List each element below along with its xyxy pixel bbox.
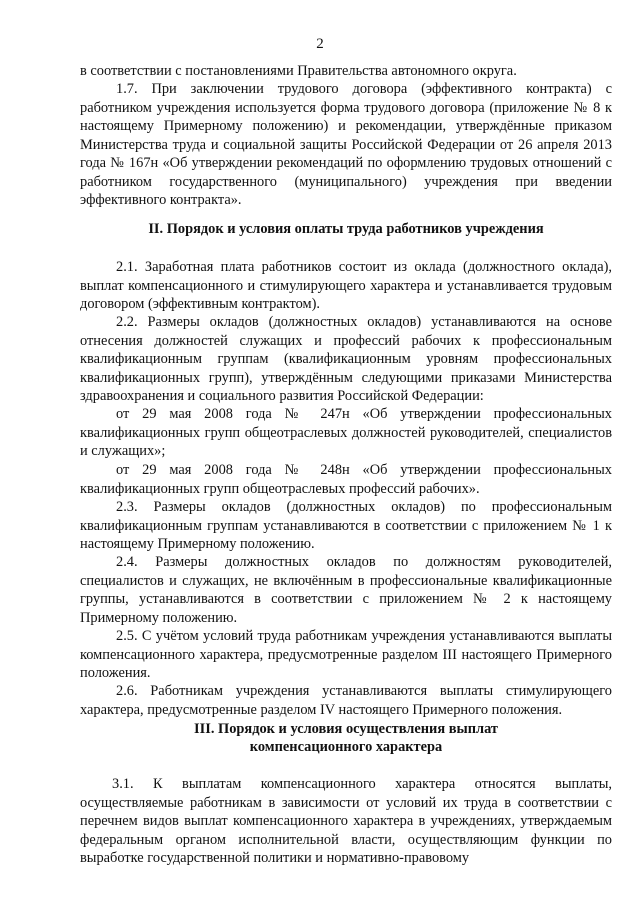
paragraph: 3.1. К выплатам компенсационного характера относятся выплаты, осуществляемые работникам в зависимости от условий их труда в соответствии с перечнем видов выплат компенсационного характера в учреждениях, утверждаемым федеральным органом исполнительной власти, осуществляющим функции по выработке государственной политики и нормативно-правовому (80, 776, 612, 866)
paragraph: 2.1. Заработная плата работников состоит из оклада (должностного оклада), выплат компенсационного и стимулирующего характера и устанавливается трудовым договором (эффективным контрактом). (80, 259, 612, 312)
paragraph: 2.4. Размеры должностных окладов по должностям руководителей, специалистов и служащих, не включённым в профессиональные квалификационные группы, устанавливаются в соответствии с приложением № 2 к настоящему Примерному положению. (80, 554, 612, 626)
paragraph: 2.3. Размеры окладов (должностных окладов) по профессиональным квалификационным группам устанавливаются в соответствии с приложением № 1 к настоящему Примерному положению. (80, 499, 612, 552)
paragraph: от 29 мая 2008 года № 248н «Об утверждении профессиональных квалификационных групп общеотраслевых профессий рабочих». (80, 462, 612, 497)
paragraph: от 29 мая 2008 года № 247н «Об утверждении профессиональных квалификационных групп общеотраслевых должностей руководителей, специалистов и служащих»; (80, 406, 612, 459)
paragraph: в соответствии с постановлениями Правительства автономного округа. (80, 63, 517, 79)
paragraph: 2.5. С учётом условий труда работникам учреждения устанавливаются выплаты компенсационного характера, предусмотренные разделом III настоящего Примерного положения. (80, 628, 612, 681)
page-number: 2 (316, 36, 324, 52)
paragraph: 2.6. Работникам учреждения устанавливаются выплаты стимулирующего характера, предусмотренные разделом IV настоящего Примерного положения. (80, 683, 612, 718)
paragraph: 1.7. При заключении трудового договора (эффективного контракта) с работником учреждения используется форма трудового договора (приложение № 8 к настоящему Примерному положению) и рекомендации, утверждённые приказом Министерства труда и социальной защиты Российской Федерации от 26 апреля 2013 года № 167н «Об утверждении рекомендаций по оформлению трудовых отношений с работником государственного (муниципального) учреждения при введении эффективного контракта». (80, 81, 612, 208)
section-heading: III. Порядок и условия осуществления выплат (194, 721, 498, 737)
section-heading: II. Порядок и условия оплаты труда работников учреждения (148, 221, 544, 237)
paragraph: 2.2. Размеры окладов (должностных окладов) устанавливаются на основе отнесения должностей служащих и профессий рабочих к профессиональным квалификационным группам (квалификационным уровням профессиональных квалификационных групп), утверждённым следующими приказами Министерства здравоохранения и социального развития Российской Федерации: (80, 314, 612, 404)
section-heading: компенсационного характера (249, 739, 443, 755)
